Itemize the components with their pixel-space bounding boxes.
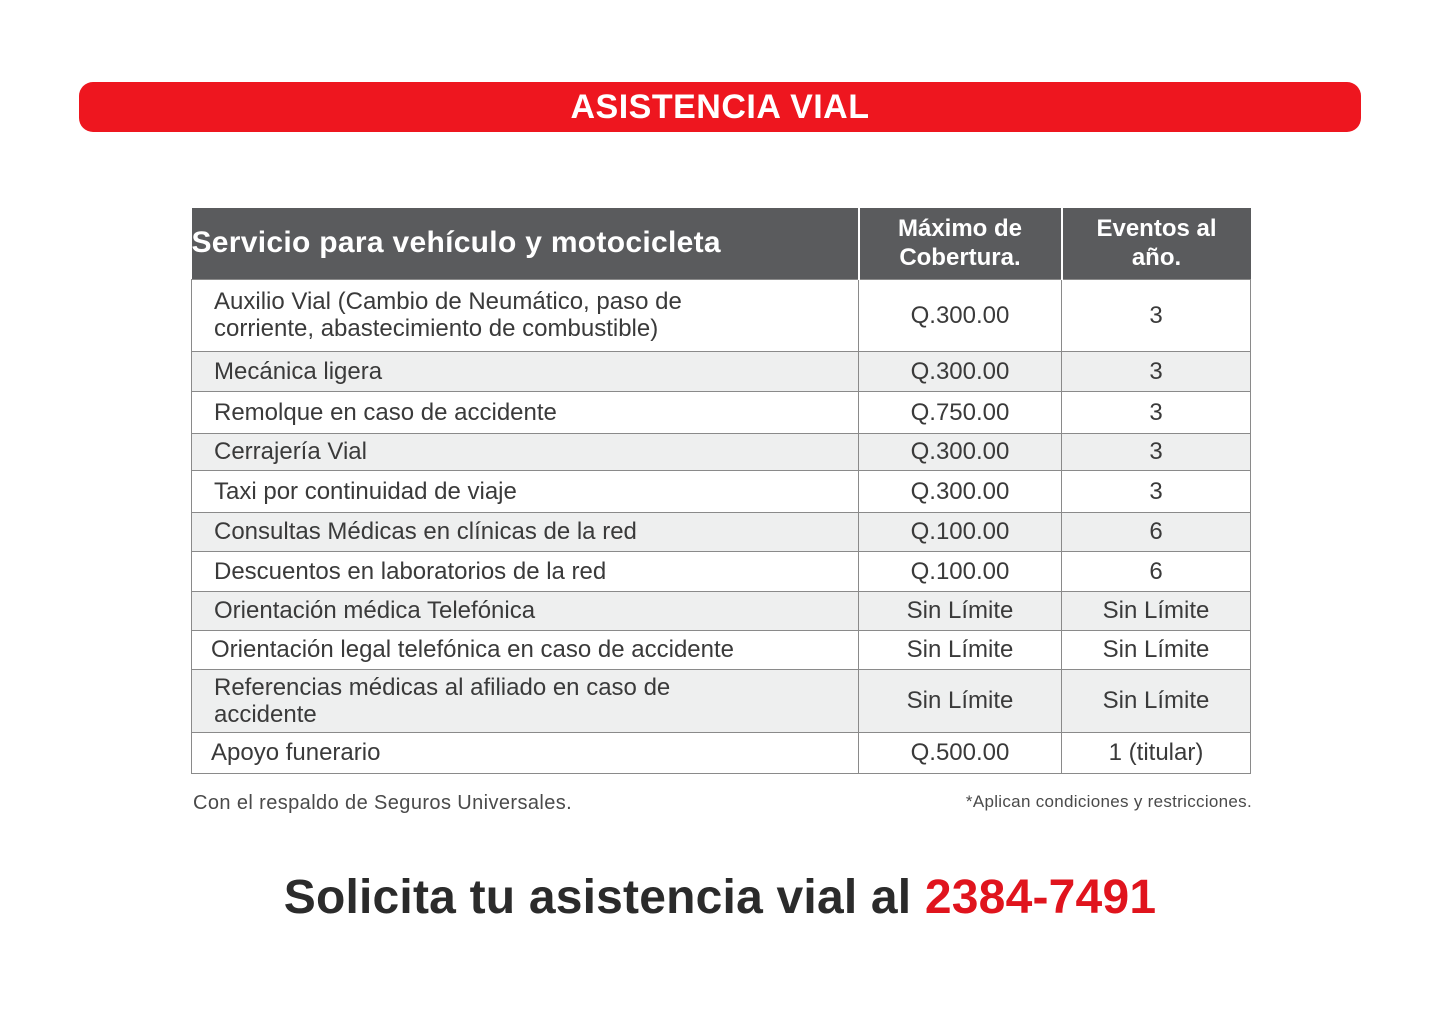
service-cell: Taxi por continuidad de viaje xyxy=(192,470,859,512)
header-coverage xyxy=(859,208,1062,279)
events-cell: 1 (titular) xyxy=(1062,732,1251,773)
service-cell: Remolque en caso de accidente xyxy=(192,391,859,433)
table-row xyxy=(192,433,1251,470)
events-cell: Sin Límite xyxy=(1062,630,1251,669)
service-name-line2: corriente, abastecimiento de combustible) xyxy=(214,315,659,342)
coverage-cell: Q.300.00 xyxy=(859,351,1062,391)
service-name-line1: Auxilio Vial (Cambio de Neumático, paso de xyxy=(214,288,682,315)
table-row xyxy=(192,551,1251,591)
coverage-cell: Sin Límite xyxy=(859,630,1062,669)
events-cell: 6 xyxy=(1062,551,1251,591)
events-cell: 3 xyxy=(1062,279,1251,351)
service-cell: Apoyo funerario xyxy=(192,732,859,773)
service-cell: Descuentos en laboratorios de la red xyxy=(192,551,859,591)
coverage-cell: Q.750.00 xyxy=(859,391,1062,433)
coverage-cell: Q.300.00 xyxy=(859,470,1062,512)
coverage-cell: Q.300.00 xyxy=(859,433,1062,470)
table-row xyxy=(192,630,1251,669)
header-events xyxy=(1062,208,1251,279)
header-coverage-line1: Máximo de xyxy=(897,215,1023,243)
header-service: Servicio para vehículo y motocicleta xyxy=(192,208,859,279)
service-cell: Orientación médica Telefónica xyxy=(192,591,859,630)
events-cell: 3 xyxy=(1062,351,1251,391)
backing-note: Con el respaldo de Seguros Universales. xyxy=(193,792,573,814)
cta-text: Solicita tu asistencia vial al xyxy=(283,871,912,924)
services-table xyxy=(191,208,1251,774)
table-row xyxy=(192,732,1251,773)
events-cell: 3 xyxy=(1062,391,1251,433)
coverage-cell: Sin Límite xyxy=(859,669,1062,732)
coverage-cell: Q.300.00 xyxy=(859,279,1062,351)
coverage-cell: Sin Límite xyxy=(859,591,1062,630)
phone-number[interactable]: 2384-7491 xyxy=(924,871,1157,924)
table-row xyxy=(192,669,1251,732)
service-cell: Mecánica ligera xyxy=(192,351,859,391)
table-row xyxy=(192,591,1251,630)
table-header-row xyxy=(192,208,1251,279)
call-to-action xyxy=(0,870,1440,925)
service-name-line1: Referencias médicas al afiliado en caso de xyxy=(214,673,671,701)
header-events-line1: Eventos al xyxy=(1096,215,1217,243)
table-row xyxy=(192,279,1251,351)
header-coverage-line2: Cobertura. xyxy=(899,244,1021,272)
table-row xyxy=(192,391,1251,433)
table-row xyxy=(192,512,1251,551)
title-banner xyxy=(79,82,1361,132)
header-events-line2: año. xyxy=(1131,244,1182,272)
service-cell xyxy=(192,279,859,351)
service-cell xyxy=(192,669,859,732)
service-cell: Consultas Médicas en clínicas de la red xyxy=(192,512,859,551)
conditions-note: *Aplican condiciones y restricciones. xyxy=(965,792,1252,811)
events-cell: Sin Límite xyxy=(1062,669,1251,732)
events-cell: 3 xyxy=(1062,470,1251,512)
service-name-line2: accidente xyxy=(214,700,317,728)
events-cell: 3 xyxy=(1062,433,1251,470)
banner-title: ASISTENCIA VIAL xyxy=(570,87,870,126)
events-cell: Sin Límite xyxy=(1062,591,1251,630)
coverage-cell: Q.500.00 xyxy=(859,732,1062,773)
coverage-cell: Q.100.00 xyxy=(859,512,1062,551)
table-row xyxy=(192,351,1251,391)
service-cell: Orientación legal telefónica en caso de accidente xyxy=(192,630,859,669)
table-row xyxy=(192,470,1251,512)
coverage-cell: Q.100.00 xyxy=(859,551,1062,591)
service-cell: Cerrajería Vial xyxy=(192,433,859,470)
events-cell: 6 xyxy=(1062,512,1251,551)
